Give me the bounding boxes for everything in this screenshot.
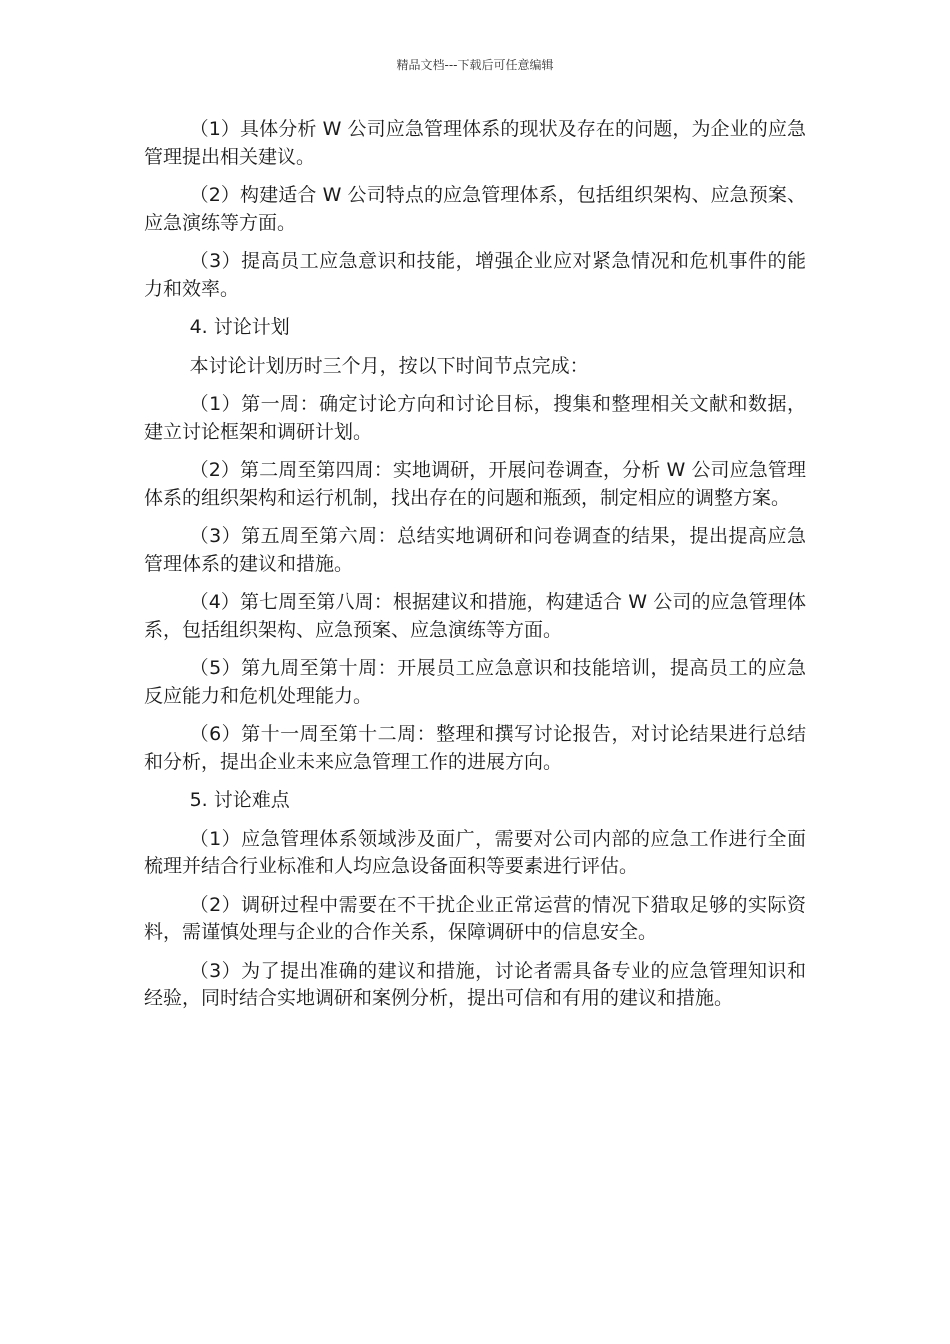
paragraph-plan-intro: 本讨论计划历时三个月，按以下时间节点完成： bbox=[189, 354, 589, 377]
page-header: 精品文档---下载后可任意编辑 bbox=[396, 58, 554, 72]
document-body bbox=[144, 116, 806, 1024]
paragraph-plan-3: （3）第五周至第六周：总结实地调研和问卷调查的结果，提出提高应急管理体系的建议和措施。 bbox=[144, 525, 806, 575]
paragraph-difficulty-3: （3）为了提出准确的建议和措施，讨论者需具备专业的应急管理知识和经验，同时结合实地调研和案例分析，提出可信和有用的建议和措施。 bbox=[144, 959, 806, 1009]
section-heading-difficulties: 5. 讨论难点 bbox=[189, 789, 290, 811]
paragraph-plan-1: （1）第一周：确定讨论方向和讨论目标，搜集和整理相关文献和数据，建立讨论框架和调研计划。 bbox=[144, 393, 806, 443]
paragraph-plan-6: （6）第十一周至第十二周：整理和撰写讨论报告，对讨论结果进行总结和分析，提出企业未来应急管理工作的进展方向。 bbox=[144, 723, 806, 773]
paragraph-goal-3: （3）提高员工应急意识和技能，增强企业应对紧急情况和危机事件的能力和效率。 bbox=[144, 250, 806, 300]
paragraph-plan-2: （2）第二周至第四周：实地调研，开展问卷调查，分析 W 公司应急管理体系的组织架构和运行机制，找出存在的问题和瓶颈，制定相应的调整方案。 bbox=[144, 459, 806, 509]
paragraph-difficulty-2: （2）调研过程中需要在不干扰企业正常运营的情况下猎取足够的实际资料，需谨慎处理与企业的合作关系，保障调研中的信息安全。 bbox=[144, 893, 806, 943]
paragraph-goal-2: （2）构建适合 W 公司特点的应急管理体系，包括组织架构、应急预案、应急演练等方面。 bbox=[144, 184, 806, 234]
paragraph-plan-5: （5）第九周至第十周：开展员工应急意识和技能培训，提高员工的应急反应能力和危机处理能力。 bbox=[144, 657, 806, 707]
paragraph-plan-4: （4）第七周至第八周：根据建议和措施，构建适合 W 公司的应急管理体系，包括组织架构、应急预案、应急演练等方面。 bbox=[144, 591, 806, 641]
section-heading-plan: 4. 讨论计划 bbox=[189, 316, 290, 338]
paragraph-goal-1: （1）具体分析 W 公司应急管理体系的现状及存在的问题，为企业的应急管理提出相关建议。 bbox=[144, 118, 806, 168]
paragraph-difficulty-1: （1）应急管理体系领域涉及面广，需要对公司内部的应急工作进行全面梳理并结合行业标准和人均应急设备面积等要素进行评估。 bbox=[144, 827, 806, 877]
